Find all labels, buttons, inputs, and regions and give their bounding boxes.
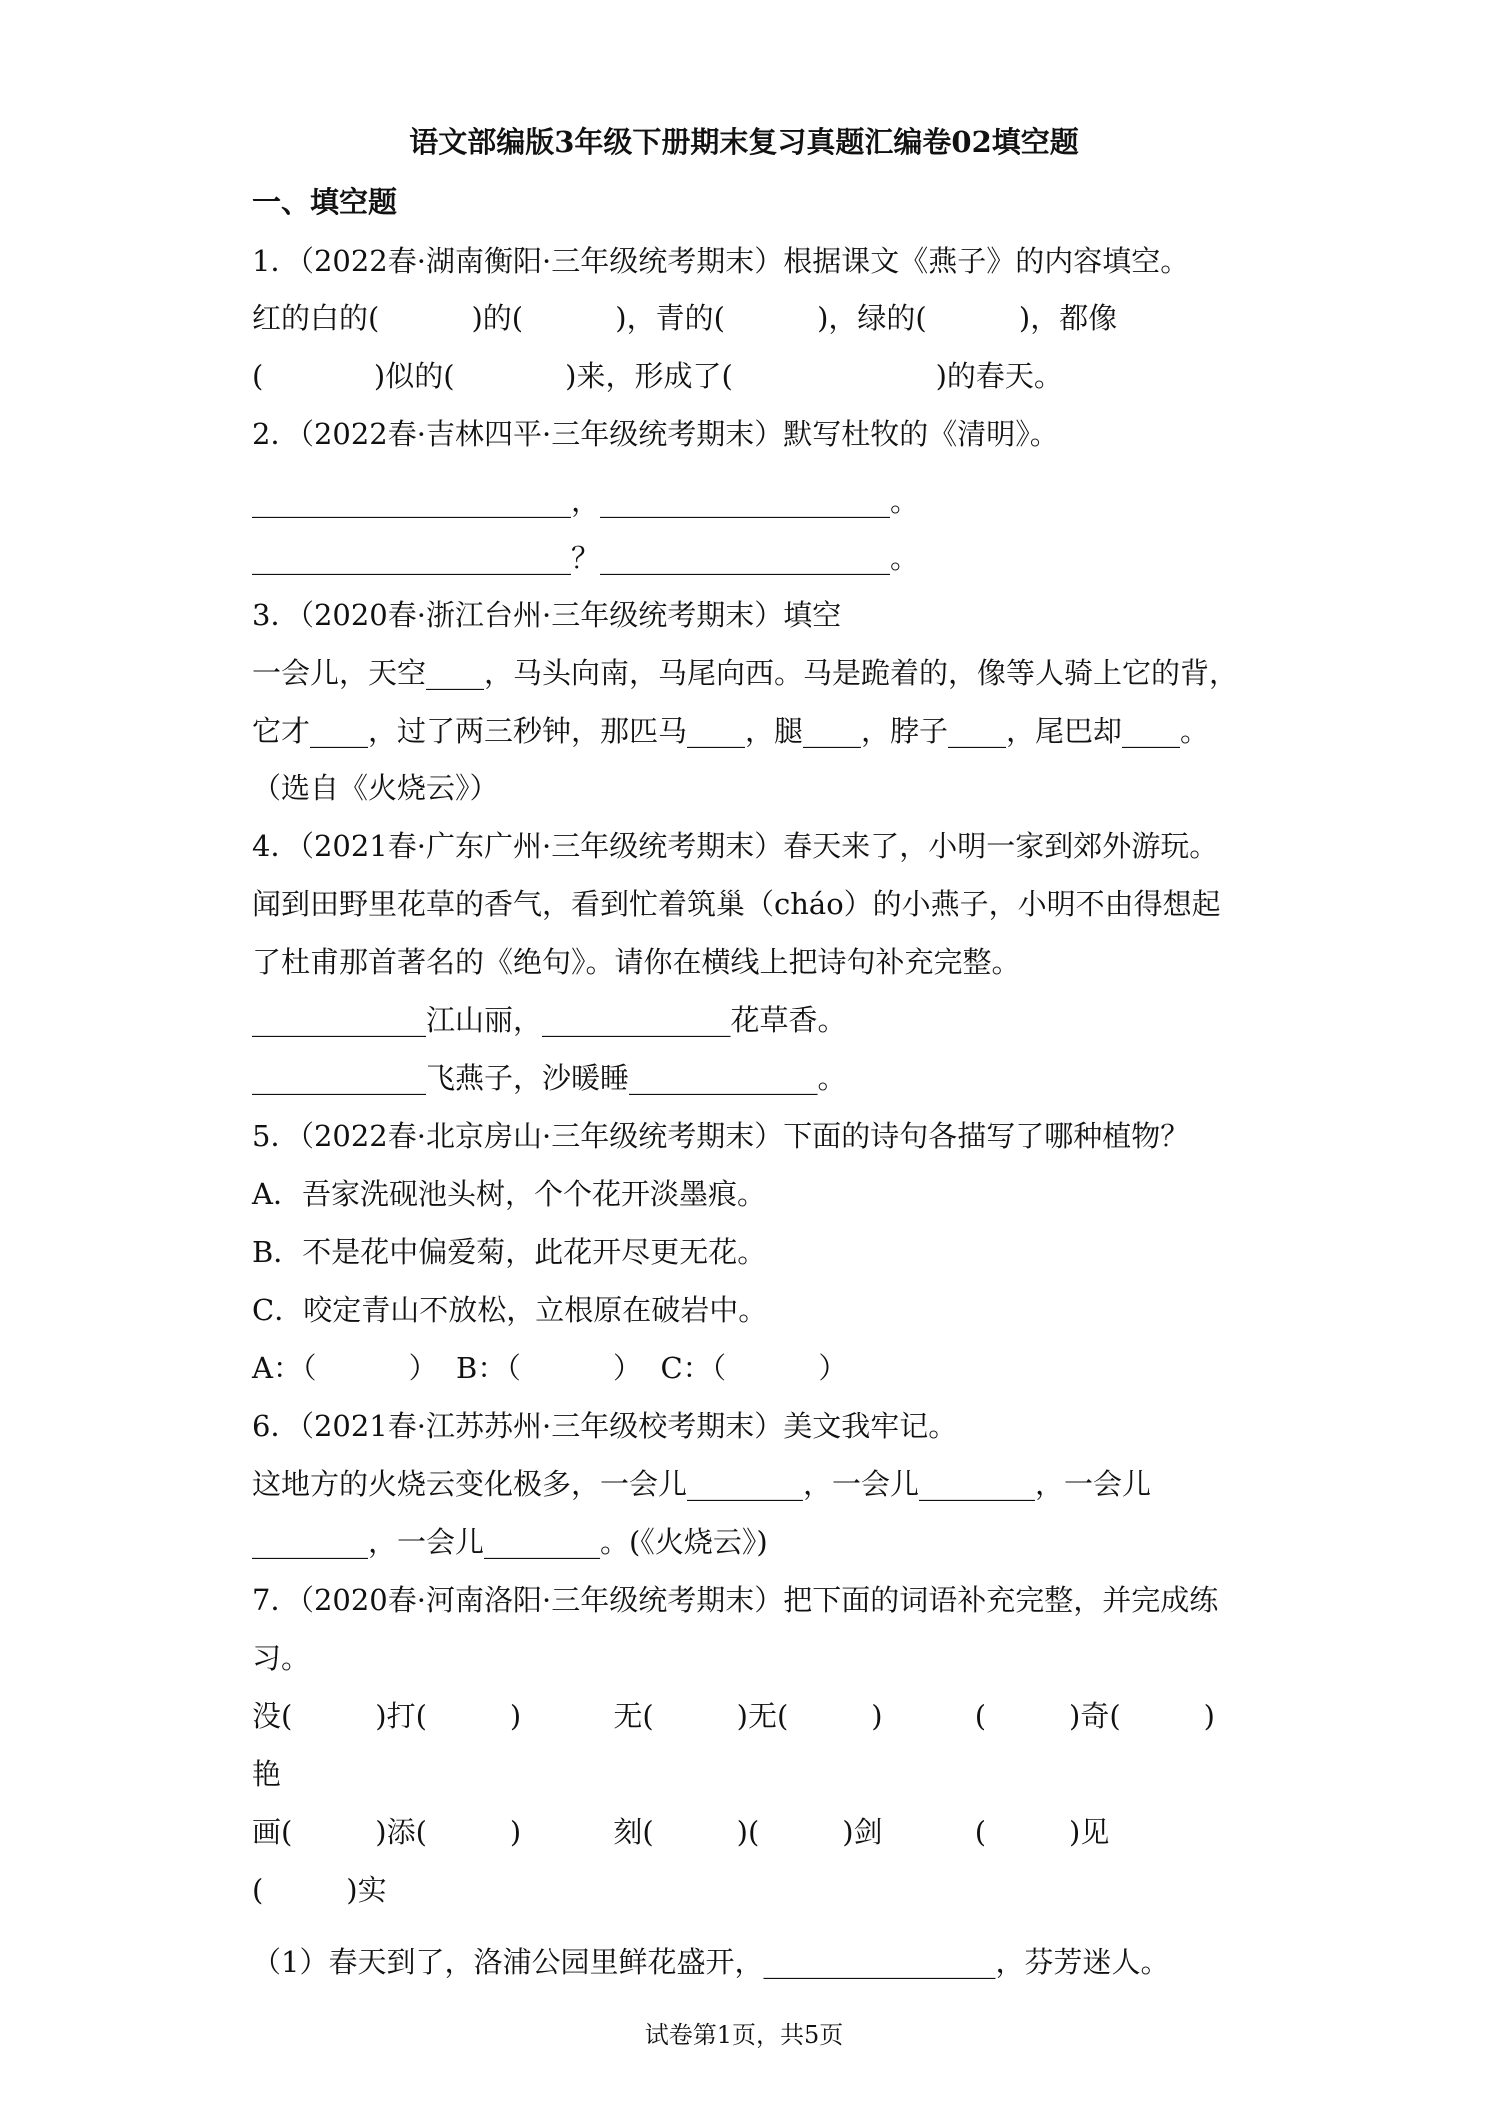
question-line: C．咬定青山不放松，立根原在破岩中。 [252,1293,768,1327]
question-line: 了杜甫那首著名的《绝句》。请你在横线上把诗句补充完整。 [252,945,1021,979]
question-line: 没( )打( ) 无( )无( ) ( )奇( ) [252,1699,1215,1733]
question-line: 3．（2020春·浙江台州·三年级统考期末）填空 [252,598,842,632]
question-line: A：（ ） B：（ ） C：（ ） [252,1351,848,1385]
question-line: 这地方的火烧云变化极多，一会儿________，一会儿________，一会儿 [252,1467,1152,1501]
question-line: 红的白的( )的( )，青的( )，绿的( )，都像 [252,301,1118,335]
question-line: 1．（2022春·湖南衡阳·三年级统考期末）根据课文《燕子》的内容填空。 [252,244,1190,278]
question-line: 画( )添( ) 刻( )( )剑 ( )见 [252,1815,1110,1849]
question-line: 4．（2021春·广东广州·三年级统考期末）春天来了，小明一家到郊外游玩。 [252,829,1219,863]
question-line: ( )实 [252,1873,387,1907]
question-line: （选自《火烧云》） [252,771,499,805]
question-line: 闻到田野里花草的香气，看到忙着筑巢（cháo）的小燕子，小明不由得想起 [252,887,1221,921]
section-heading: 一、填空题 [252,185,398,219]
question-line: 7．（2020春·河南洛阳·三年级统考期末）把下面的词语补充完整，并完成练 [252,1583,1219,1617]
question-line: ____________江山丽，_____________花草香。 [252,1003,847,1037]
question-line: ____________飞燕子，沙暖睡_____________。 [252,1061,847,1095]
question-line: 2．（2022春·吉林四平·三年级统考期末）默写杜牧的《清明》。 [252,417,1059,451]
question-line: ________，一会儿________。(《火烧云》) [252,1525,768,1559]
question-line: 习。 [252,1641,311,1675]
question-line: ( )似的( )来，形成了( )的春天。 [252,359,1063,393]
question-line: （1）春天到了，洛浦公园里鲜花盛开，________________，芬芳迷人。 [252,1945,1170,1979]
question-line: B．不是花中偏爱菊，此花开尽更无花。 [252,1235,767,1269]
question-line: A．吾家洗砚池头树，个个花开淡墨痕。 [252,1177,766,1211]
page-footer: 试卷第1页，共5页 [644,2021,844,2049]
answer-line: ______________________，____________________。 [252,484,920,518]
question-line: 一会儿，天空____，马头向南，马尾向西。马是跪着的，像等人骑上它的背， [252,656,1239,690]
question-line: 它才____，过了两三秒钟，那匹马____，腿____，脖子____，尾巴却____。 [252,714,1210,748]
page-title: 语文部编版3年级下册期末复习真题汇编卷02填空题 [409,125,1079,159]
question-line: 艳 [252,1757,282,1791]
question-line: 6．（2021春·江苏苏州·三年级校考期末）美文我牢记。 [252,1409,958,1443]
question-line: 5．（2022春·北京房山·三年级统考期末）下面的诗句各描写了哪种植物？ [252,1119,1190,1153]
answer-line: ______________________？____________________。 [252,541,920,575]
